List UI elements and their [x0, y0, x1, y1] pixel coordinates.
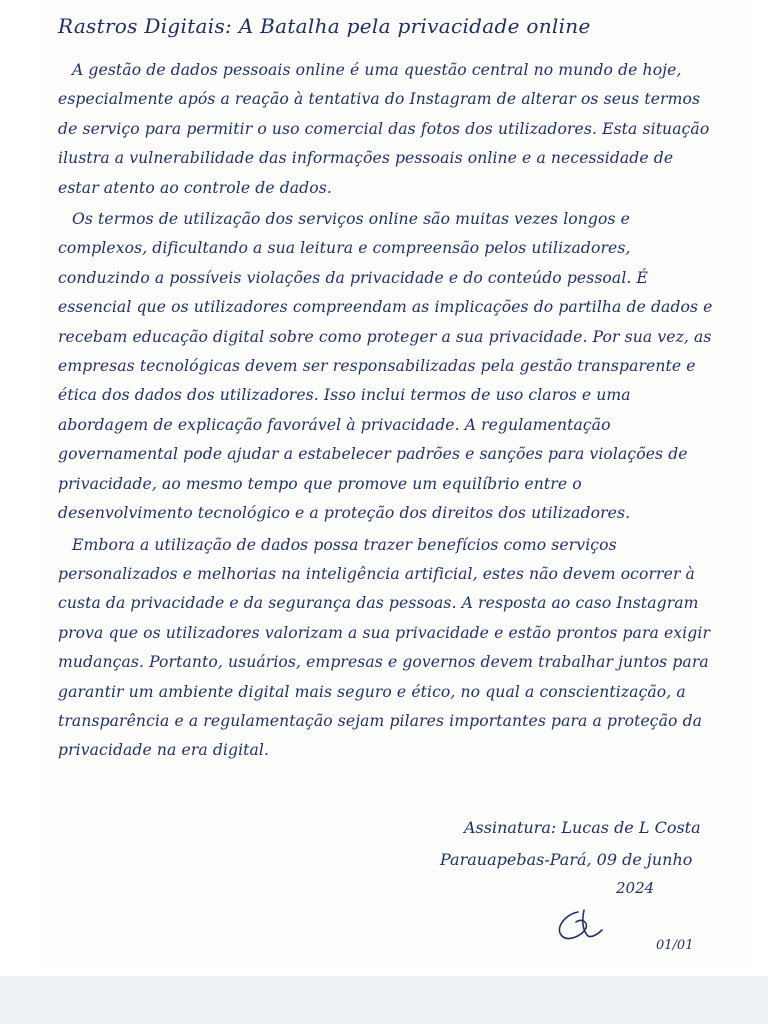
- handwritten-signature: [548, 906, 604, 946]
- viewer-footer-bar: [0, 976, 768, 1024]
- signature-block: [430, 812, 730, 900]
- place-date: Parauapebas-Pará, 09 de junho: [440, 850, 693, 869]
- document-title: Rastros Digitais: A Batalha pela privacidade online: [58, 14, 591, 38]
- paragraph-1: A gestão de dados pessoais online é uma questão central no mundo de hoje, especialmente após a reação à tentativa do Instagram de alterar os seus termos de serviço para permitir o uso comercial das fotos dos utilizadores. Esta situação ilustra a vulnerabilidade das informações pessoais online e a necessidade de estar atento ao controle de dados.: [58, 61, 710, 197]
- page-number: 01/01: [656, 938, 694, 953]
- year: 2024: [616, 879, 655, 897]
- paragraph-3: Embora a utilização de dados possa trazer benefícios como serviços personalizados e melhorias na inteligência artificial, estes não devem ocorrer à custa da privacidade e da segurança das pessoas. A resposta ao caso Instagram prova que os utilizadores valorizam a sua privacidade e estão prontos para exigir mudanças. Portanto, usuários, empresas e governos devem trabalhar juntos para garantir um ambiente digital mais seguro e ético, no qual a conscientização, a transparência e a regulamentação sejam pilares importantes para a proteção da privacidade na era digital.: [58, 535, 710, 760]
- signature-line: Assinatura: Lucas de L Costa: [464, 818, 701, 837]
- paragraph-2: Os termos de utilização dos serviços online são muitas vezes longos e complexos, dificultando a sua leitura e compreensão pelos utilizadores, conduzindo a possíveis violações da privacidade e do conteúdo pessoal. É essencial que os utilizadores compreendam as implicações do partilha de dados e recebam educação digital sobre como proteger a sua privacidade. Por sua vez, as empresas tecnológicas devem ser responsabilizadas pela gestão transparente e ética dos dados dos utilizadores. Isso inclui termos de uso claros e uma abordagem de explicação favorável à privacidade. A regulamentação governamental pode ajudar a estabelecer padrões e sanções para violações de privacidade, ao mesmo tempo que promove um equilíbrio entre o desenvolvimento tecnológico e a proteção dos direitos dos utilizadores.: [58, 210, 713, 523]
- document-body: [58, 56, 714, 766]
